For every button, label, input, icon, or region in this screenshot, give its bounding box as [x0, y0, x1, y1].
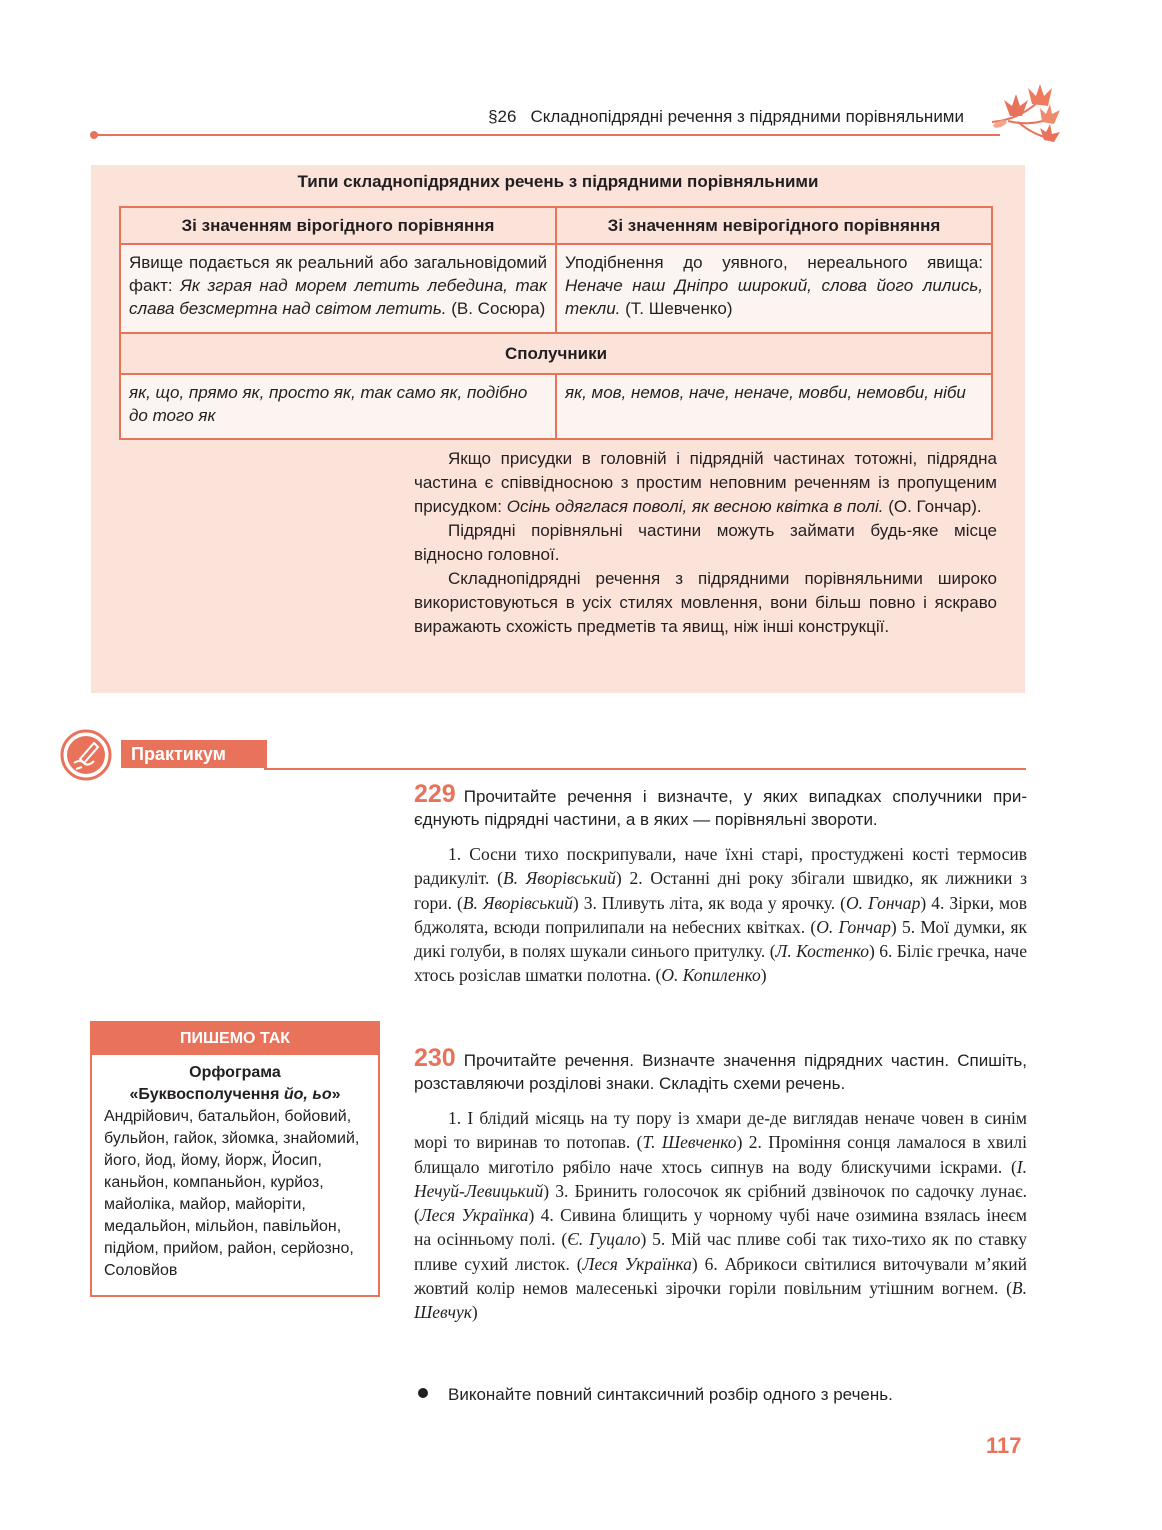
author: В. Яворівський: [502, 868, 616, 889]
sentence-text: ) 2. Проміння сонця ламалося в хвилі блищало миготіло рябіло наче хтось сипнув на воду блискучими іскрами. (: [414, 1132, 1027, 1177]
table-title: Типи складнопідрядних речень з підрядними порівняльними: [297, 172, 819, 191]
sentence-text: ): [760, 965, 767, 986]
exercise-229-sentences: [414, 842, 1027, 988]
types-table: [119, 206, 993, 440]
sentence-text: ) 5. Мої думки, як дикі голуби, в полях шукали синього притулку. (: [414, 916, 1027, 962]
bullet-task: [418, 1385, 893, 1405]
author: Леся Українка: [419, 1205, 529, 1226]
exercise-230: [414, 1044, 1027, 1325]
author: І. Нечуй-Левицький: [414, 1156, 1027, 1201]
page-number: 117: [986, 1433, 1022, 1458]
sentence-text: ): [471, 1302, 478, 1323]
exercise-230-sentences: [414, 1106, 1027, 1325]
col1-conjunctions: як, що, прямо як, просто як, так само як, подібно до того як: [120, 374, 556, 439]
sentence-text: ) 6. Біліє гречка, наче хтось розіслав шматки полотна. (: [414, 941, 1027, 986]
col1-header: Зі значенням вірогідного порівняння: [120, 207, 556, 244]
exercise-number: 230: [414, 1044, 456, 1072]
sidebox-rule-name: [92, 1084, 378, 1106]
author: О. Гончар: [816, 916, 891, 937]
exercise-230-task: [414, 1044, 1027, 1095]
rule-paragraph-3: Складнопідрядні речення з підрядними порівняльними широко використовуються в усіх стилях мовлення, вони більш повно і яскраво виражають схожість предметів та явищ, ніж інші конструкції.: [414, 569, 997, 636]
col1-text: Явище подається як реальний або загальновідомий факт:: [129, 253, 547, 295]
rule-name-end: »: [331, 1086, 341, 1103]
col1-description: [120, 244, 556, 333]
sentence-text: ) 4. Зірки, мов бджолята, всюди поприлипали на небесних квітках. (: [414, 892, 1028, 937]
sidebox-title: ПИШЕМО ТАК: [92, 1023, 378, 1055]
rule-paragraph-1: [414, 447, 997, 519]
author: О. Копиленко: [661, 965, 761, 986]
practicum-rule: [264, 768, 1026, 770]
rule-1-text: Якщо присудки в головній і підрядній частинах тотожні, підрядна частина є співвідносною з простим неповним реченням із пропущеним присудком:: [414, 449, 997, 516]
exercise-229: [414, 780, 1028, 988]
sidebox-subtitle: Орфограма: [189, 1064, 281, 1081]
task-text: Прочитайте речення. Визначте значення підрядних частин. Спишіть, розставляючи розділові знаки. Складіть схеми речень.: [414, 1051, 1027, 1093]
sentence-text: 1. І блідий місяць на ту пору із хмари де-де виглядав неначе човен в синім морі то виринав то потопав. (: [414, 1108, 1027, 1153]
author: В. Шевчук: [414, 1278, 1027, 1323]
spelling-sidebox: [90, 1021, 380, 1297]
rule-paragraph-2: Підрядні порівняльні частини можуть займати будь-яке місце відносно головної.: [414, 521, 997, 564]
sentence-text: ) 2. Останні дні року збігали швидко, як лижники з гори. (: [414, 868, 1028, 913]
sentence-text: ) 4. Сивина блищить у чорному чубі наче озимина взялась інеєм на осінньому полі. (: [414, 1205, 1027, 1250]
col2-example: Неначе наш Дніпро широкий, слова його лились, текли.: [565, 276, 983, 318]
pen-hand-icon: [60, 729, 112, 781]
rules-text: [414, 447, 997, 639]
sentence-text: ) 5. Мій час пливе собі так тихо-тихо як по ставку пливе сухий листок. (: [414, 1229, 1027, 1274]
col1-example: Як зграя над морем летить лебедина, так слава безсмертна над світом летить.: [129, 276, 547, 318]
conjunctions-header: Сполучники: [120, 333, 992, 374]
rule-name-text: «Буквосполучення: [129, 1086, 284, 1103]
rule-1-source: (О. Гончар).: [883, 497, 982, 516]
task-text: Прочитайте речення і визначте, у яких випадках сполучники приєднують підрядні частини, а в яких — порівняльні звороти.: [414, 787, 1027, 829]
author: Т. Шевченко: [642, 1132, 737, 1153]
bullet-text: Виконайте повний синтаксичний розбір одного з речень.: [448, 1385, 893, 1404]
sidebox-word-list: Андрійович, батальйон, бойовий, бульйон, гайок, зйомка, знайомий, його, йод, йому, йорж, Йосип, каньйон, компаньйон, курйоз, майоліка, майор, майоріти, медальйон, мільйон, павільйон, підйом, прийом, район, серйозно, Соловйов: [104, 1108, 360, 1279]
author: Є. Гуцало: [567, 1229, 641, 1250]
running-header: [488, 107, 964, 127]
section-title: Складнопідрядні речення з підрядними порівняльними: [530, 107, 964, 126]
section-number: §26: [488, 107, 517, 126]
col1-source: (В. Сосюра): [446, 299, 546, 318]
author: Л. Костенко: [775, 941, 869, 962]
bullet-icon: [418, 1388, 428, 1398]
col2-source: (Т. Шевченко): [620, 299, 733, 318]
flower-decoration-icon: [988, 82, 1066, 146]
author: Леся Українка: [582, 1253, 692, 1274]
col2-header: Зі значенням невірогідного порівняння: [556, 207, 992, 244]
author: В. Яворівський: [462, 892, 573, 913]
practicum-label: Практикум: [121, 740, 267, 768]
header-rule: [95, 134, 1000, 136]
sentence-text: ) 6. Абрикоси світилися виточували м’який жовтий колір немов малесенькі зірочки горіли повільним утішним вогнем. (: [414, 1253, 1027, 1299]
rule-1-example: Осінь одяглася поволі, як весною квітка в полі.: [506, 497, 884, 516]
exercise-number: 229: [414, 780, 456, 808]
col2-conjunctions: як, мов, немов, наче, неначе, мовби, немовби, ніби: [556, 374, 992, 439]
col2-text: Уподібнення до уявного, нереального явища:: [565, 253, 983, 272]
sentence-text: 1. Сосни тихо поскрипували, наче їхні старі, простуджені кості термосив радикуліт. (: [414, 844, 1027, 889]
rule-name-letters: йо, ьо: [283, 1086, 332, 1103]
col2-description: [556, 244, 992, 333]
exercise-229-task: [414, 780, 1027, 831]
author: О. Гончар: [846, 892, 921, 913]
sentence-text: ) 3. Пливуть літа, як вода у ярочку. (: [572, 892, 846, 913]
sentence-text: ) 3. Бринить голосочок як срібний дзвіночок по садочку лунає. (: [414, 1180, 1027, 1226]
